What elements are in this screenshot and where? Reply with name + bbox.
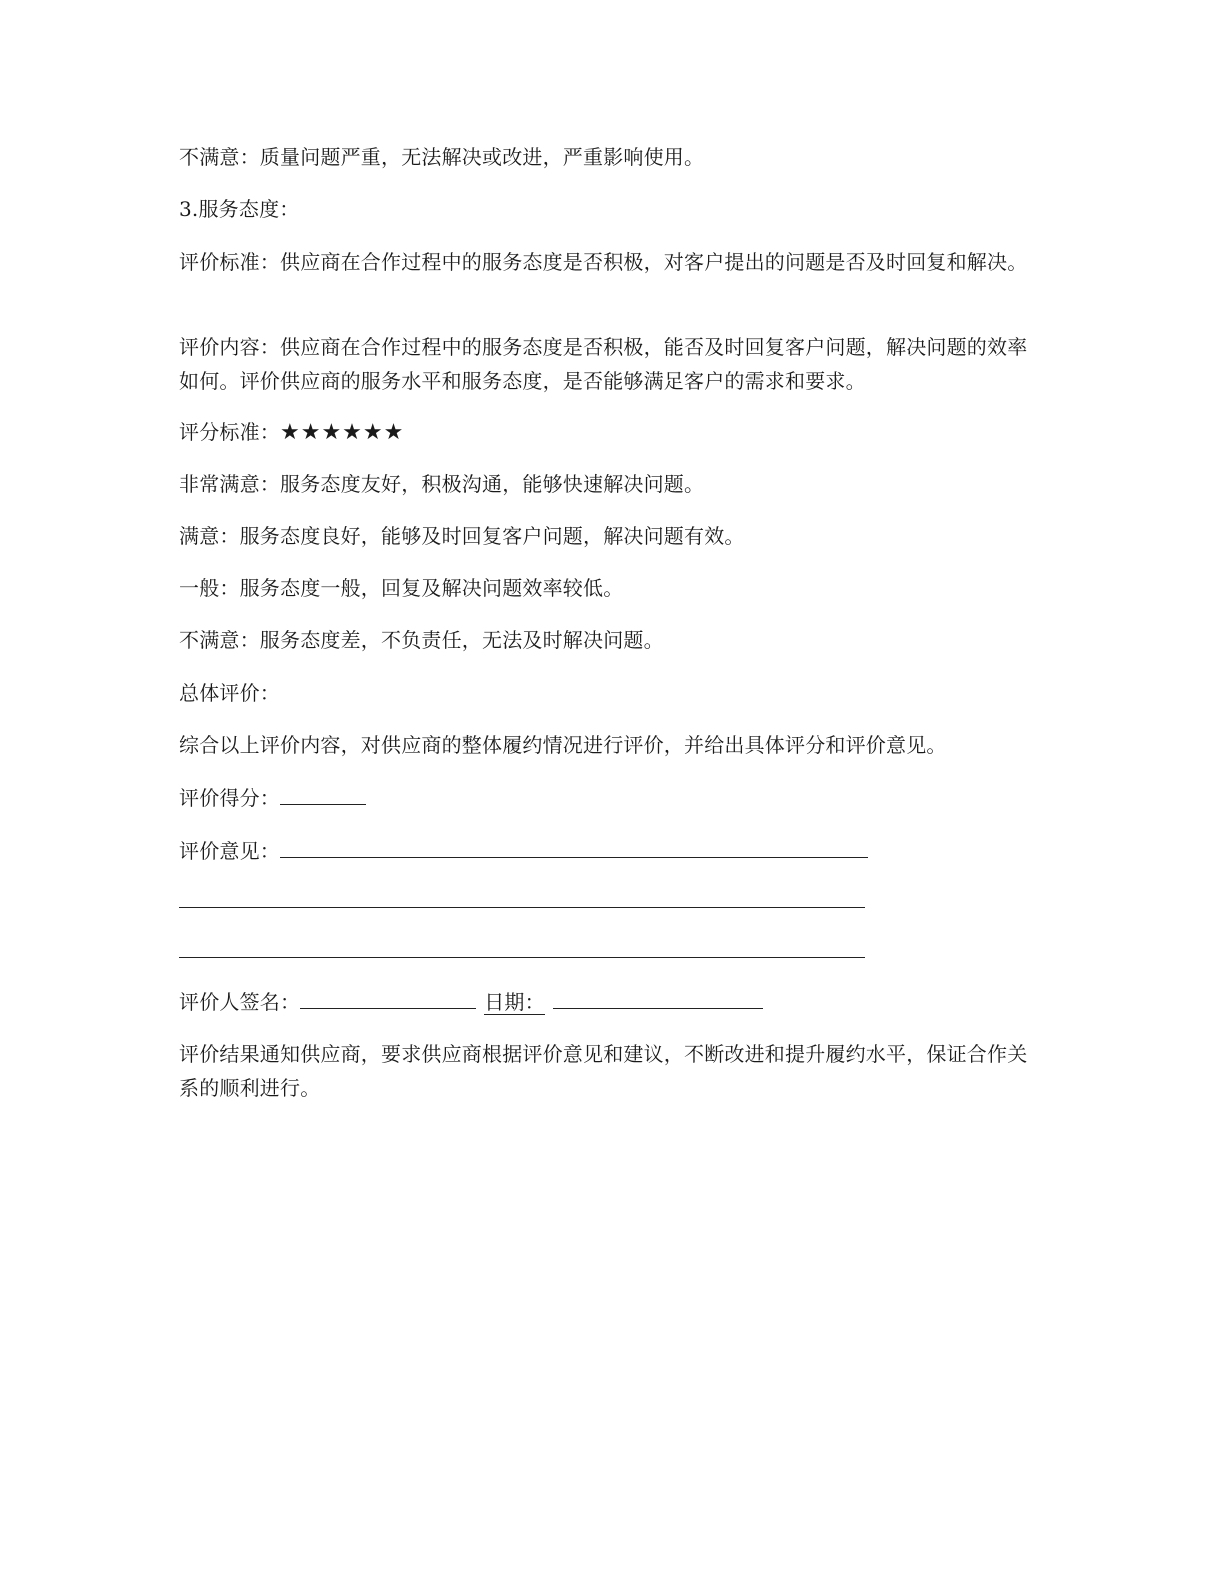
section-heading-service-attitude: 3.服务态度： [179, 197, 300, 221]
rating-standard-label: 评分标准： [179, 420, 280, 444]
score-line [179, 780, 366, 815]
rating-average: 一般：服务态度一般，回复及解决问题效率较低。 [179, 576, 624, 600]
star-rating: ★★★★★★ [280, 420, 405, 445]
overall-evaluation-heading: 总体评价： [179, 681, 280, 705]
overall-evaluation-description: 综合以上评价内容，对供应商的整体履约情况进行评价，并给出具体评分和评价意见。 [179, 733, 947, 757]
opinion-line [179, 833, 868, 868]
score-label: 评价得分： [179, 786, 280, 810]
signature-label: 评价人签名： [179, 990, 301, 1014]
rating-satisfied: 满意：服务态度良好，能够及时回复客户问题，解决问题有效。 [179, 524, 745, 548]
score-blank[interactable] [280, 780, 366, 805]
signature-date-line [179, 984, 763, 1019]
closing-paragraph: 评价结果通知供应商，要求供应商根据评价意见和建议，不断改进和提升履约水平，保证合作关系的顺利进行。 [179, 1042, 1028, 1100]
evaluation-criteria-paragraph: 评价标准：供应商在合作过程中的服务态度是否积极，对客户提出的问题是否及时回复和解决。 [179, 250, 1028, 274]
opinion-blank-line-2[interactable] [179, 907, 865, 908]
quality-unsatisfied-line: 不满意：质量问题严重，无法解决或改进，严重影响使用。 [179, 145, 705, 169]
opinion-blank-line-3[interactable] [179, 957, 865, 958]
signature-blank[interactable] [300, 984, 476, 1009]
date-blank[interactable] [553, 984, 763, 1009]
rating-standard-line [179, 415, 404, 450]
date-label: 日期： [484, 990, 545, 1014]
opinion-blank[interactable] [280, 833, 868, 858]
opinion-label: 评价意见： [179, 839, 280, 863]
rating-very-satisfied: 非常满意：服务态度友好，积极沟通，能够快速解决问题。 [179, 472, 705, 496]
evaluation-content-paragraph: 评价内容：供应商在合作过程中的服务态度是否积极，能否及时回复客户问题，解决问题的效率如何。评价供应商的服务水平和服务态度，是否能够满足客户的需求和要求。 [179, 335, 1028, 393]
rating-unsatisfied: 不满意：服务态度差，不负责任，无法及时解决问题。 [179, 628, 664, 652]
